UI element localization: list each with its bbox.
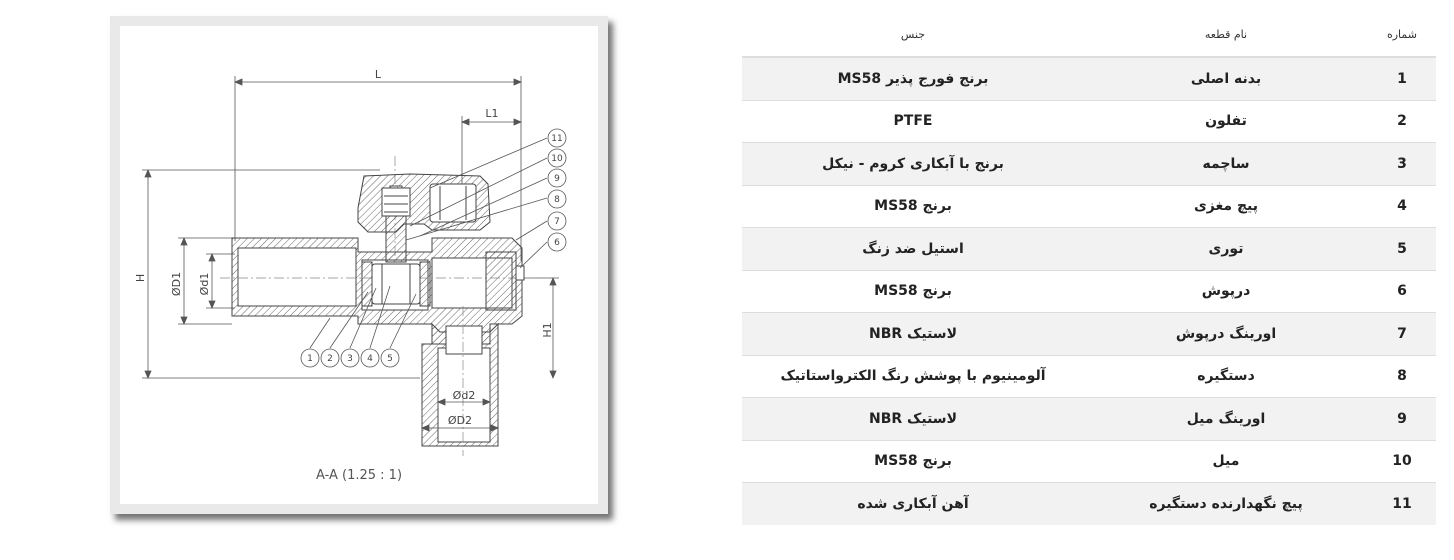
row-number: 11: [1368, 483, 1436, 525]
row-number: 4: [1368, 185, 1436, 228]
dimension-d1-outer-label: ØD1: [170, 271, 183, 297]
table-row: [742, 228, 1436, 271]
dimension-d1-inner-label: Ød1: [198, 272, 211, 296]
row-number: 3: [1368, 143, 1436, 186]
dimension-d2-outer-label: ØD2: [447, 414, 473, 427]
svg-text:5: 5: [387, 354, 393, 364]
header-material: جنس: [742, 12, 1084, 57]
svg-text:3: 3: [347, 354, 353, 364]
row-material: استیل ضد زنگ: [742, 228, 1084, 271]
dimension-l-label: L: [374, 68, 382, 81]
row-part-name: میل: [1084, 440, 1368, 483]
table-row: [742, 398, 1436, 441]
row-number: 6: [1368, 270, 1436, 313]
section-caption: A-A (1.25 : 1): [315, 468, 403, 483]
table-row: [742, 185, 1436, 228]
dimension-h-label: H: [134, 273, 147, 283]
table-row: [742, 313, 1436, 356]
row-number: 1: [1368, 57, 1436, 100]
row-material: برنج MS58: [742, 185, 1084, 228]
table-row: [742, 143, 1436, 186]
callout-11: [548, 129, 566, 147]
table-row: [742, 100, 1436, 143]
row-number: 5: [1368, 228, 1436, 271]
row-material: آلومینیوم با پوشش رنگ الکترواستاتیک: [742, 355, 1084, 398]
svg-text:10: 10: [551, 154, 563, 164]
row-number: 8: [1368, 355, 1436, 398]
row-material: PTFE: [742, 100, 1084, 143]
row-part-name: بدنه اصلی: [1084, 57, 1368, 100]
row-material: برنج با آبکاری کروم - نیکل: [742, 143, 1084, 186]
valve-section-drawing: [120, 26, 598, 504]
row-part-name: اورینگ درپوش: [1084, 313, 1368, 356]
svg-text:6: 6: [554, 238, 560, 248]
dimension-l1-label: L1: [485, 107, 499, 120]
svg-text:9: 9: [554, 174, 560, 184]
callout-2: [321, 349, 339, 367]
dimension-d2-inner-label: Ød2: [452, 389, 476, 402]
row-material: لاستیک NBR: [742, 398, 1084, 441]
table-row: [742, 440, 1436, 483]
row-part-name: دستگیره: [1084, 355, 1368, 398]
row-part-name: درپوش: [1084, 270, 1368, 313]
svg-text:7: 7: [554, 217, 560, 227]
callout-4: [361, 349, 379, 367]
technical-drawing-frame: [110, 16, 608, 514]
table-row: [742, 270, 1436, 313]
dimension-l: [235, 76, 521, 261]
svg-text:4: 4: [367, 354, 373, 364]
row-part-name: اورینگ میل: [1084, 398, 1368, 441]
row-number: 9: [1368, 398, 1436, 441]
row-part-name: ساچمه: [1084, 143, 1368, 186]
row-material: آهن آبکاری شده: [742, 483, 1084, 525]
callout-3: [341, 349, 359, 367]
callout-8: [548, 190, 566, 208]
row-part-name: تفلون: [1084, 100, 1368, 143]
row-part-name: پیچ نگهدارنده دستگیره: [1084, 483, 1368, 525]
row-number: 7: [1368, 313, 1436, 356]
svg-text:1: 1: [307, 354, 313, 364]
dimension-h1-label: H1: [541, 322, 554, 338]
row-part-name: پیچ مغزی: [1084, 185, 1368, 228]
svg-text:11: 11: [551, 134, 563, 144]
callout-5: [381, 349, 399, 367]
row-material: برنج MS58: [742, 270, 1084, 313]
table-row: [742, 57, 1436, 100]
row-part-name: توری: [1084, 228, 1368, 271]
callout-1: [301, 349, 319, 367]
technical-drawing: [120, 26, 598, 504]
callout-10: [548, 149, 566, 167]
svg-text:8: 8: [554, 195, 560, 205]
row-material: برنج فورج پذیر MS58: [742, 57, 1084, 100]
table-row: [742, 483, 1436, 525]
row-material: برنج MS58: [742, 440, 1084, 483]
table-row: [742, 355, 1436, 398]
row-number: 10: [1368, 440, 1436, 483]
header-part-name: نام قطعه: [1084, 12, 1368, 57]
table-header-row: [742, 12, 1436, 57]
callout-6: [548, 233, 566, 251]
header-number: شماره: [1368, 12, 1436, 57]
row-material: لاستیک NBR: [742, 313, 1084, 356]
callout-9: [548, 169, 566, 187]
svg-text:2: 2: [327, 354, 333, 364]
row-number: 2: [1368, 100, 1436, 143]
callout-7: [548, 212, 566, 230]
parts-table: [742, 12, 1436, 525]
